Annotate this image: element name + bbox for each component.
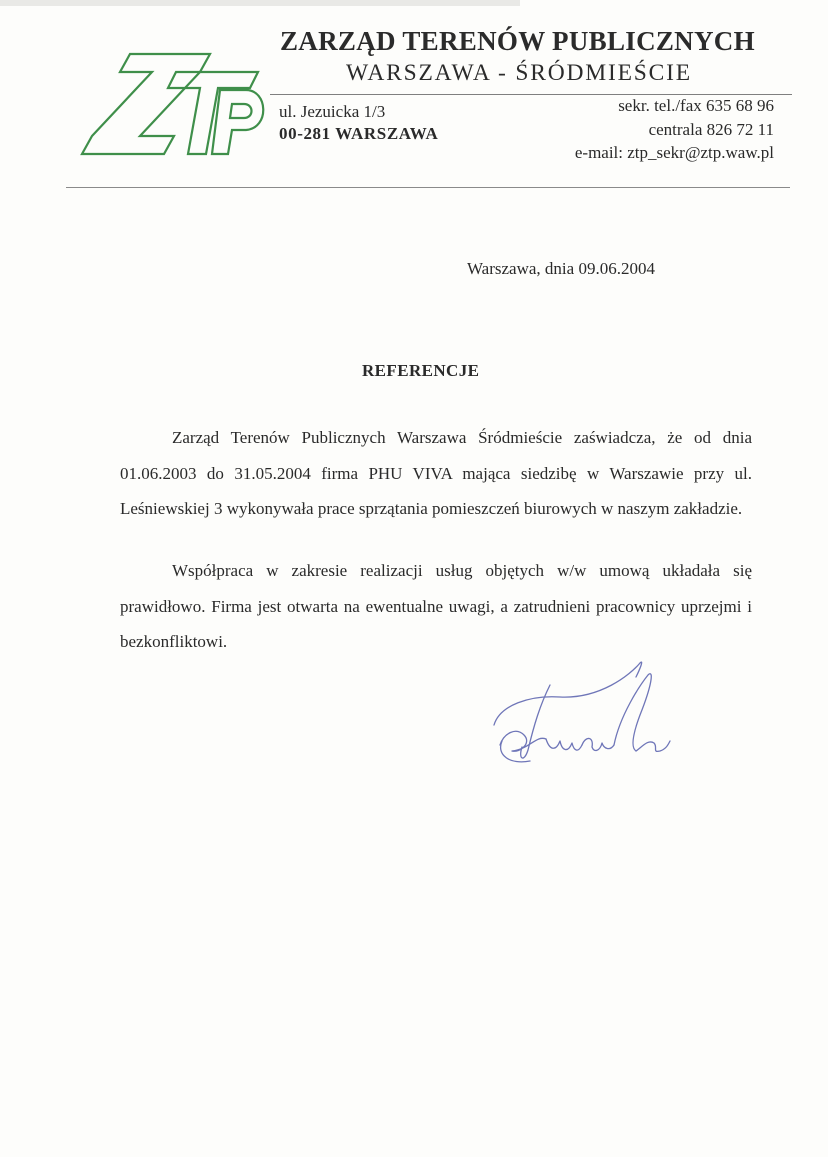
handwritten-signature	[490, 655, 680, 775]
letter-paragraph-2: Współpraca w zakresie realizacji usług objętych w/w umową układała się prawidłowo. Firma jest otwarta na ewentualne uwagi, a zatrudnieni pracownicy uprzejmi i bezkonfliktowi.	[120, 561, 752, 651]
address-city: 00-281 WARSZAWA	[279, 124, 439, 143]
central-phone: centrala 826 72 11	[648, 119, 774, 139]
phone-fax: sekr. tel./fax 635 68 96	[618, 96, 774, 115]
letter-date: Warszawa, dnia 09.06.2004	[467, 259, 655, 278]
header-divider-bottom	[66, 187, 790, 188]
contact-block	[575, 94, 774, 165]
ztp-logo	[78, 50, 268, 156]
organization-district: WARSZAWA - ŚRÓDMIEŚCIE	[346, 60, 692, 86]
scan-edge	[0, 0, 520, 6]
address-street: ul. Jezuicka 1/3	[279, 102, 386, 121]
letter-title: REFERENCJE	[362, 361, 480, 380]
organization-name: ZARZĄD TERENÓW PUBLICZNYCH	[280, 26, 755, 56]
email-address: e-mail: ztp_sekr@ztp.waw.pl	[574, 143, 774, 162]
letter-paragraph-1: Zarząd Terenów Publicznych Warszawa Śródmieście zaświadcza, że od dnia 01.06.2003 do 31.05.2004 firma PHU VIVA mająca siedzibę w Warszawie przy ul. Leśniewskiej 3 wykonywała prace sprzątania pomieszczeń biurowych w naszym zakładzie.	[120, 428, 752, 518]
